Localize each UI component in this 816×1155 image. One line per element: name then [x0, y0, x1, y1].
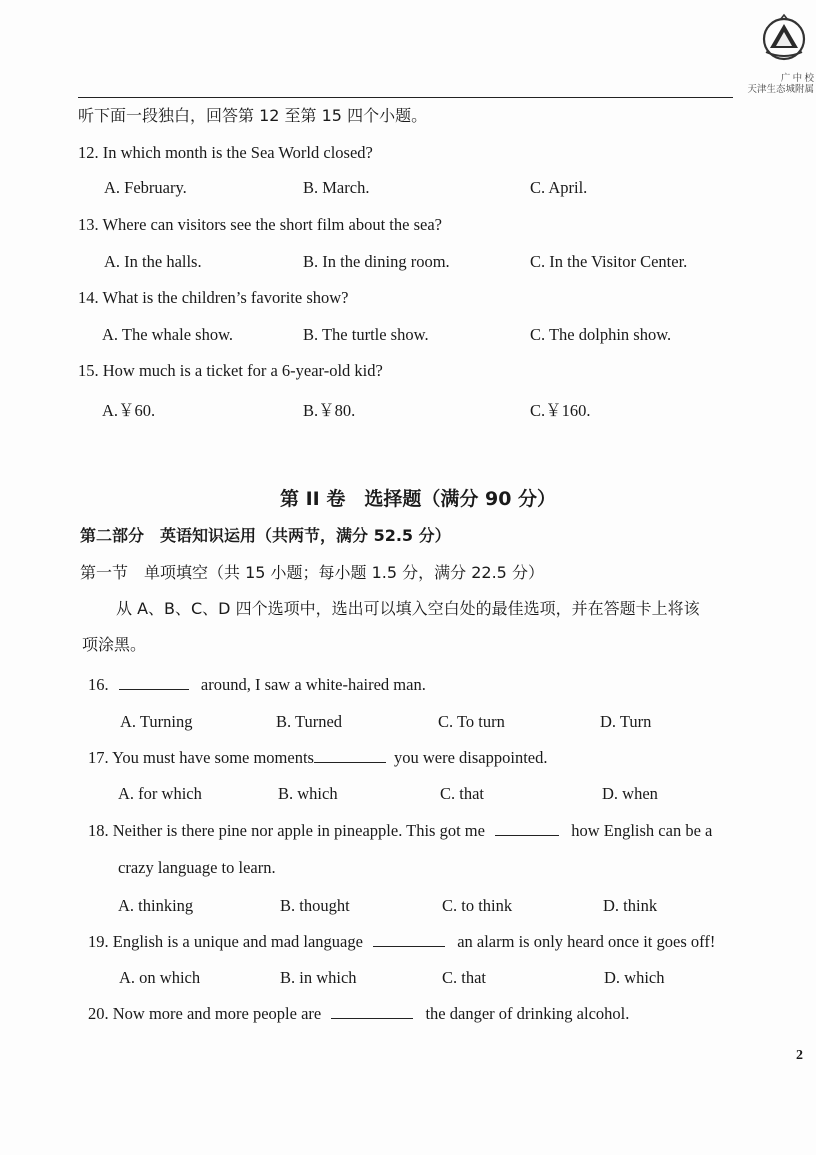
school-name-text: 广 中 校 天津生态城附属	[747, 74, 814, 95]
question-20: 20. Now more and more people are the danger of drinking alcohol.	[88, 1004, 630, 1023]
option-17c: C. that	[440, 784, 484, 803]
question-12: 12. In which month is the Sea World closed?	[78, 143, 373, 162]
part-title: 第二部分 英语知识运用（共两节，满分 52.5 分）	[80, 526, 451, 545]
answer-blank	[331, 1004, 413, 1019]
option-17d: D. when	[602, 784, 658, 803]
option-15c: C.￥160.	[530, 401, 591, 420]
question-16: 16. around, I saw a white-haired man.	[88, 675, 426, 694]
option-16b: B. Turned	[276, 712, 343, 731]
question-19: 19. English is a unique and mad language an alarm is only heard once it goes off!	[88, 932, 716, 951]
page-number: 2	[796, 1048, 803, 1063]
option-16d: D. Turn	[600, 712, 652, 731]
option-16c: C. To turn	[438, 712, 505, 731]
option-14b: B. The turtle show.	[303, 325, 429, 344]
school-logo	[758, 12, 810, 64]
answer-blank	[314, 748, 386, 763]
option-13c: C. In the Visitor Center.	[530, 252, 688, 271]
question-13: 13. Where can visitors see the short film about the sea?	[78, 215, 442, 234]
question-14: 14. What is the children’s favorite show?	[78, 288, 349, 307]
section-title: 第一节 单项填空（共 15 小题；每小题 1.5 分，满分 22.5 分）	[80, 563, 544, 582]
header-rule	[78, 97, 733, 98]
option-18d: D. think	[603, 896, 658, 915]
option-18b: B. thought	[280, 896, 350, 915]
option-17b: B. which	[278, 784, 338, 803]
option-19d: D. which	[604, 968, 665, 987]
question-18: 18. Neither is there pine nor apple in pineapple. This got me how English can be a	[88, 821, 713, 840]
mc-instruction-line1: 从 A、B、C、D 四个选项中，选出可以填入空白处的最佳选项，并在答题卡上将该	[116, 599, 700, 618]
answer-blank	[119, 675, 189, 690]
answer-blank	[495, 821, 559, 836]
option-15a: A.￥60.	[102, 401, 156, 420]
question-15: 15. How much is a ticket for a 6-year-old kid?	[78, 361, 383, 380]
question-17: 17. You must have some moments you were disappointed.	[88, 748, 548, 767]
option-12a: A. February.	[104, 178, 187, 197]
option-19b: B. in which	[280, 968, 357, 987]
option-17a: A. for which	[118, 784, 202, 803]
option-15b: B.￥80.	[303, 401, 356, 420]
option-12c: C. April.	[530, 178, 588, 197]
option-13b: B. In the dining room.	[303, 252, 450, 271]
question-18-line2: crazy language to learn.	[118, 858, 276, 877]
option-14a: A. The whale show.	[102, 325, 234, 344]
option-19c: C. that	[442, 968, 486, 987]
option-16a: A. Turning	[120, 712, 193, 731]
listening-instruction: 听下面一段独白，回答第 12 至第 15 四个小题。	[78, 106, 428, 125]
mc-instruction-line2: 项涂黑。	[82, 635, 147, 654]
option-18c: C. to think	[442, 896, 513, 915]
option-14c: C. The dolphin show.	[530, 325, 672, 344]
option-13a: A. In the halls.	[104, 252, 202, 271]
option-19a: A. on which	[119, 968, 201, 987]
volume-title: 第 II 卷 选择题（满分 90 分）	[280, 488, 557, 510]
option-12b: B. March.	[303, 178, 370, 197]
answer-blank	[373, 932, 445, 947]
option-18a: A. thinking	[118, 896, 194, 915]
